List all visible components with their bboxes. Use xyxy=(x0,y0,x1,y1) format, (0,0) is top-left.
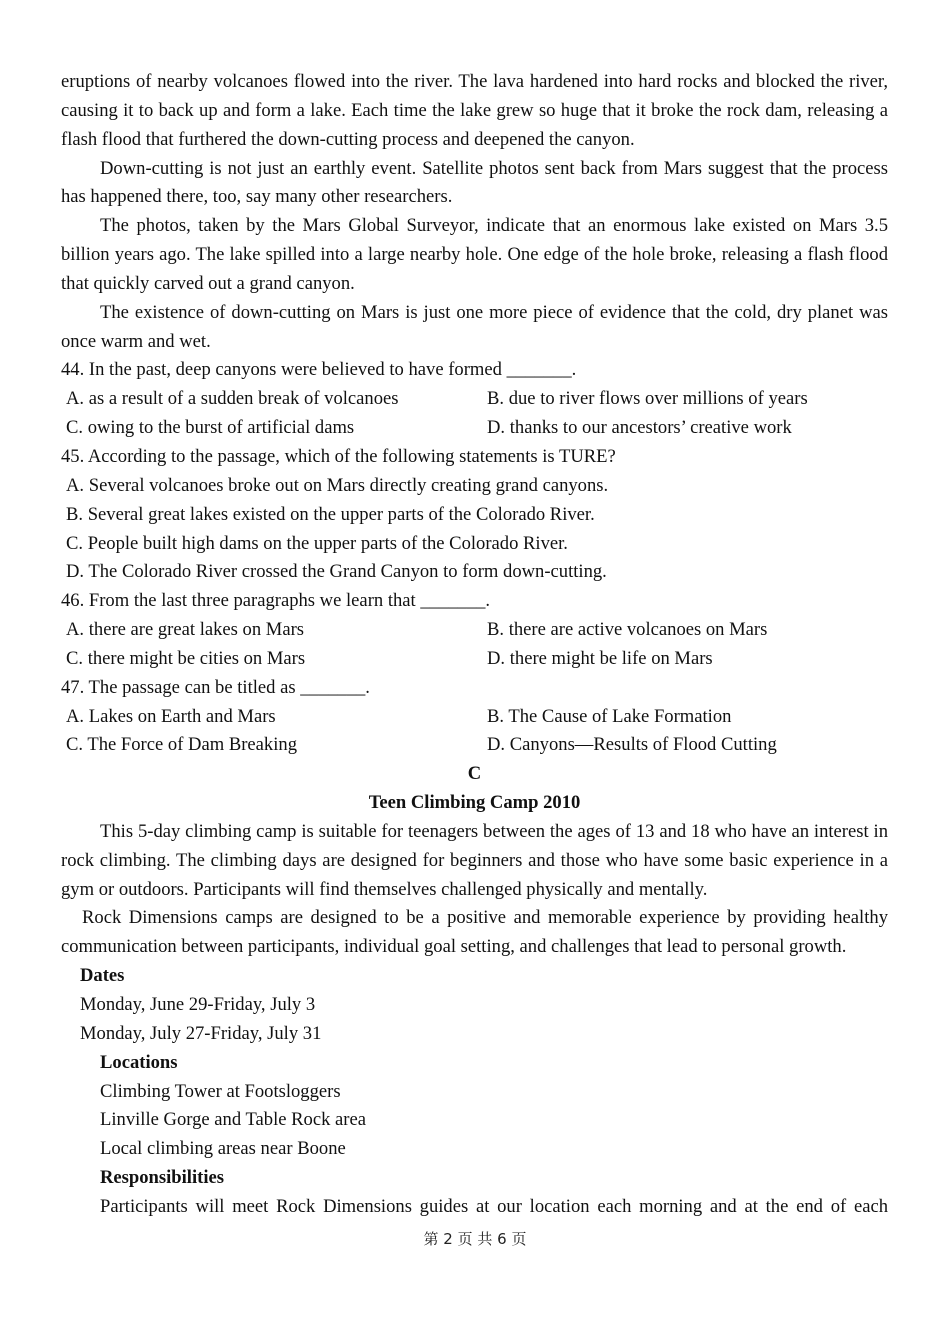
question-45-option-b: B. Several great lakes existed on the upper parts of the Colorado River. xyxy=(66,503,595,525)
section-c-letter: C xyxy=(467,763,482,785)
section-c-paragraph-2: Rock Dimensions camps are designed to be a positive and memorable experience by providing healthy communication between participants, individual goal setting, and challenges that lead to personal growth. xyxy=(61,907,888,958)
question-44-option-b: B. due to river flows over millions of years xyxy=(487,388,808,410)
section-c-title: Teen Climbing Camp 2010 xyxy=(368,792,581,814)
location-item: Local climbing areas near Boone xyxy=(100,1138,346,1160)
page-footer: 第 2 页 共 6 页 xyxy=(423,1230,527,1248)
question-47-option-b: B. The Cause of Lake Formation xyxy=(487,705,732,727)
question-44-option-d: D. thanks to our ancestors’ creative work xyxy=(487,417,792,439)
location-item: Climbing Tower at Footsloggers xyxy=(100,1080,341,1102)
question-45-stem: 45. According to the passage, which of the following statements is TURE? xyxy=(61,445,616,467)
question-46-option-a: A. there are great lakes on Mars xyxy=(66,619,304,641)
question-44-options xyxy=(61,385,888,443)
question-44-option-c: C. owing to the burst of artificial dams xyxy=(66,417,355,439)
passage-b-paragraph-3: The photos, taken by the Mars Global Surveyor, indicate that an enormous lake existed on Mars 3.5 billion years ago. The lake spilled into a large nearby hole. One edge of the hole broke, releasing a flash flood that quickly carved out a grand canyon. xyxy=(61,215,888,294)
question-46-option-b: B. there are active volcanoes on Mars xyxy=(487,619,768,641)
date-item: Monday, June 29-Friday, July 3 xyxy=(80,994,316,1015)
passage-b-paragraph-1: eruptions of nearby volcanoes flowed into the river. The lava hardened into hard rocks and blocked the river, causing it to back up and form a lake. Each time the lake grew so huge that it broke the rock dam, releasing a flash flood that furthered the down-cutting process and deepened the canyon. xyxy=(61,71,888,150)
question-47-option-d: D. Canyons—Results of Flood Cutting xyxy=(487,734,777,756)
question-47-option-a: A. Lakes on Earth and Mars xyxy=(66,705,276,727)
document-page xyxy=(61,68,888,1222)
question-46-stem: 46. From the last three paragraphs we learn that _______. xyxy=(61,590,491,612)
question-47-stem: 47. The passage can be titled as _______. xyxy=(61,676,370,698)
passage-b-paragraph-4: The existence of down-cutting on Mars is just one more piece of evidence that the cold, dry planet was once warm and wet. xyxy=(61,301,888,352)
question-46-options xyxy=(61,616,888,674)
responsibilities-heading: Responsibilities xyxy=(100,1167,224,1189)
question-46-option-d: D. there might be life on Mars xyxy=(487,647,713,669)
question-45-option-c: C. People built high dams on the upper parts of the Colorado River. xyxy=(66,532,568,554)
question-44-stem: 44. In the past, deep canyons were believed to have formed _______. xyxy=(61,359,577,381)
date-item: Monday, July 27-Friday, July 31 xyxy=(80,1022,322,1044)
location-item: Linville Gorge and Table Rock area xyxy=(100,1109,366,1131)
question-44-option-a: A. as a result of a sudden break of volcanoes xyxy=(66,388,399,410)
question-47-options xyxy=(61,703,888,761)
question-45-option-a: A. Several volcanoes broke out on Mars directly creating grand canyons. xyxy=(66,474,609,496)
dates-heading: Dates xyxy=(80,965,125,987)
question-45-option-d: D. The Colorado River crossed the Grand Canyon to form down-cutting. xyxy=(66,561,607,583)
question-46-option-c: C. there might be cities on Mars xyxy=(66,647,306,669)
passage-b-paragraph-2: Down-cutting is not just an earthly event. Satellite photos sent back from Mars suggest that the process has happened there, too, say many other researchers. xyxy=(61,157,888,208)
responsibilities-text: Participants will meet Rock Dimensions guides at our location each morning and at the end of each xyxy=(100,1195,888,1217)
locations-heading: Locations xyxy=(100,1051,178,1073)
question-47-option-c: C. The Force of Dam Breaking xyxy=(66,734,297,756)
section-c-paragraph-1: This 5-day climbing camp is suitable for teenagers between the ages of 13 and 18 who have an interest in rock climbing. The climbing days are designed for beginners and those who have some basic experience in a gym or outdoors. Participants will find themselves challenged physically and mentally. xyxy=(61,820,888,900)
